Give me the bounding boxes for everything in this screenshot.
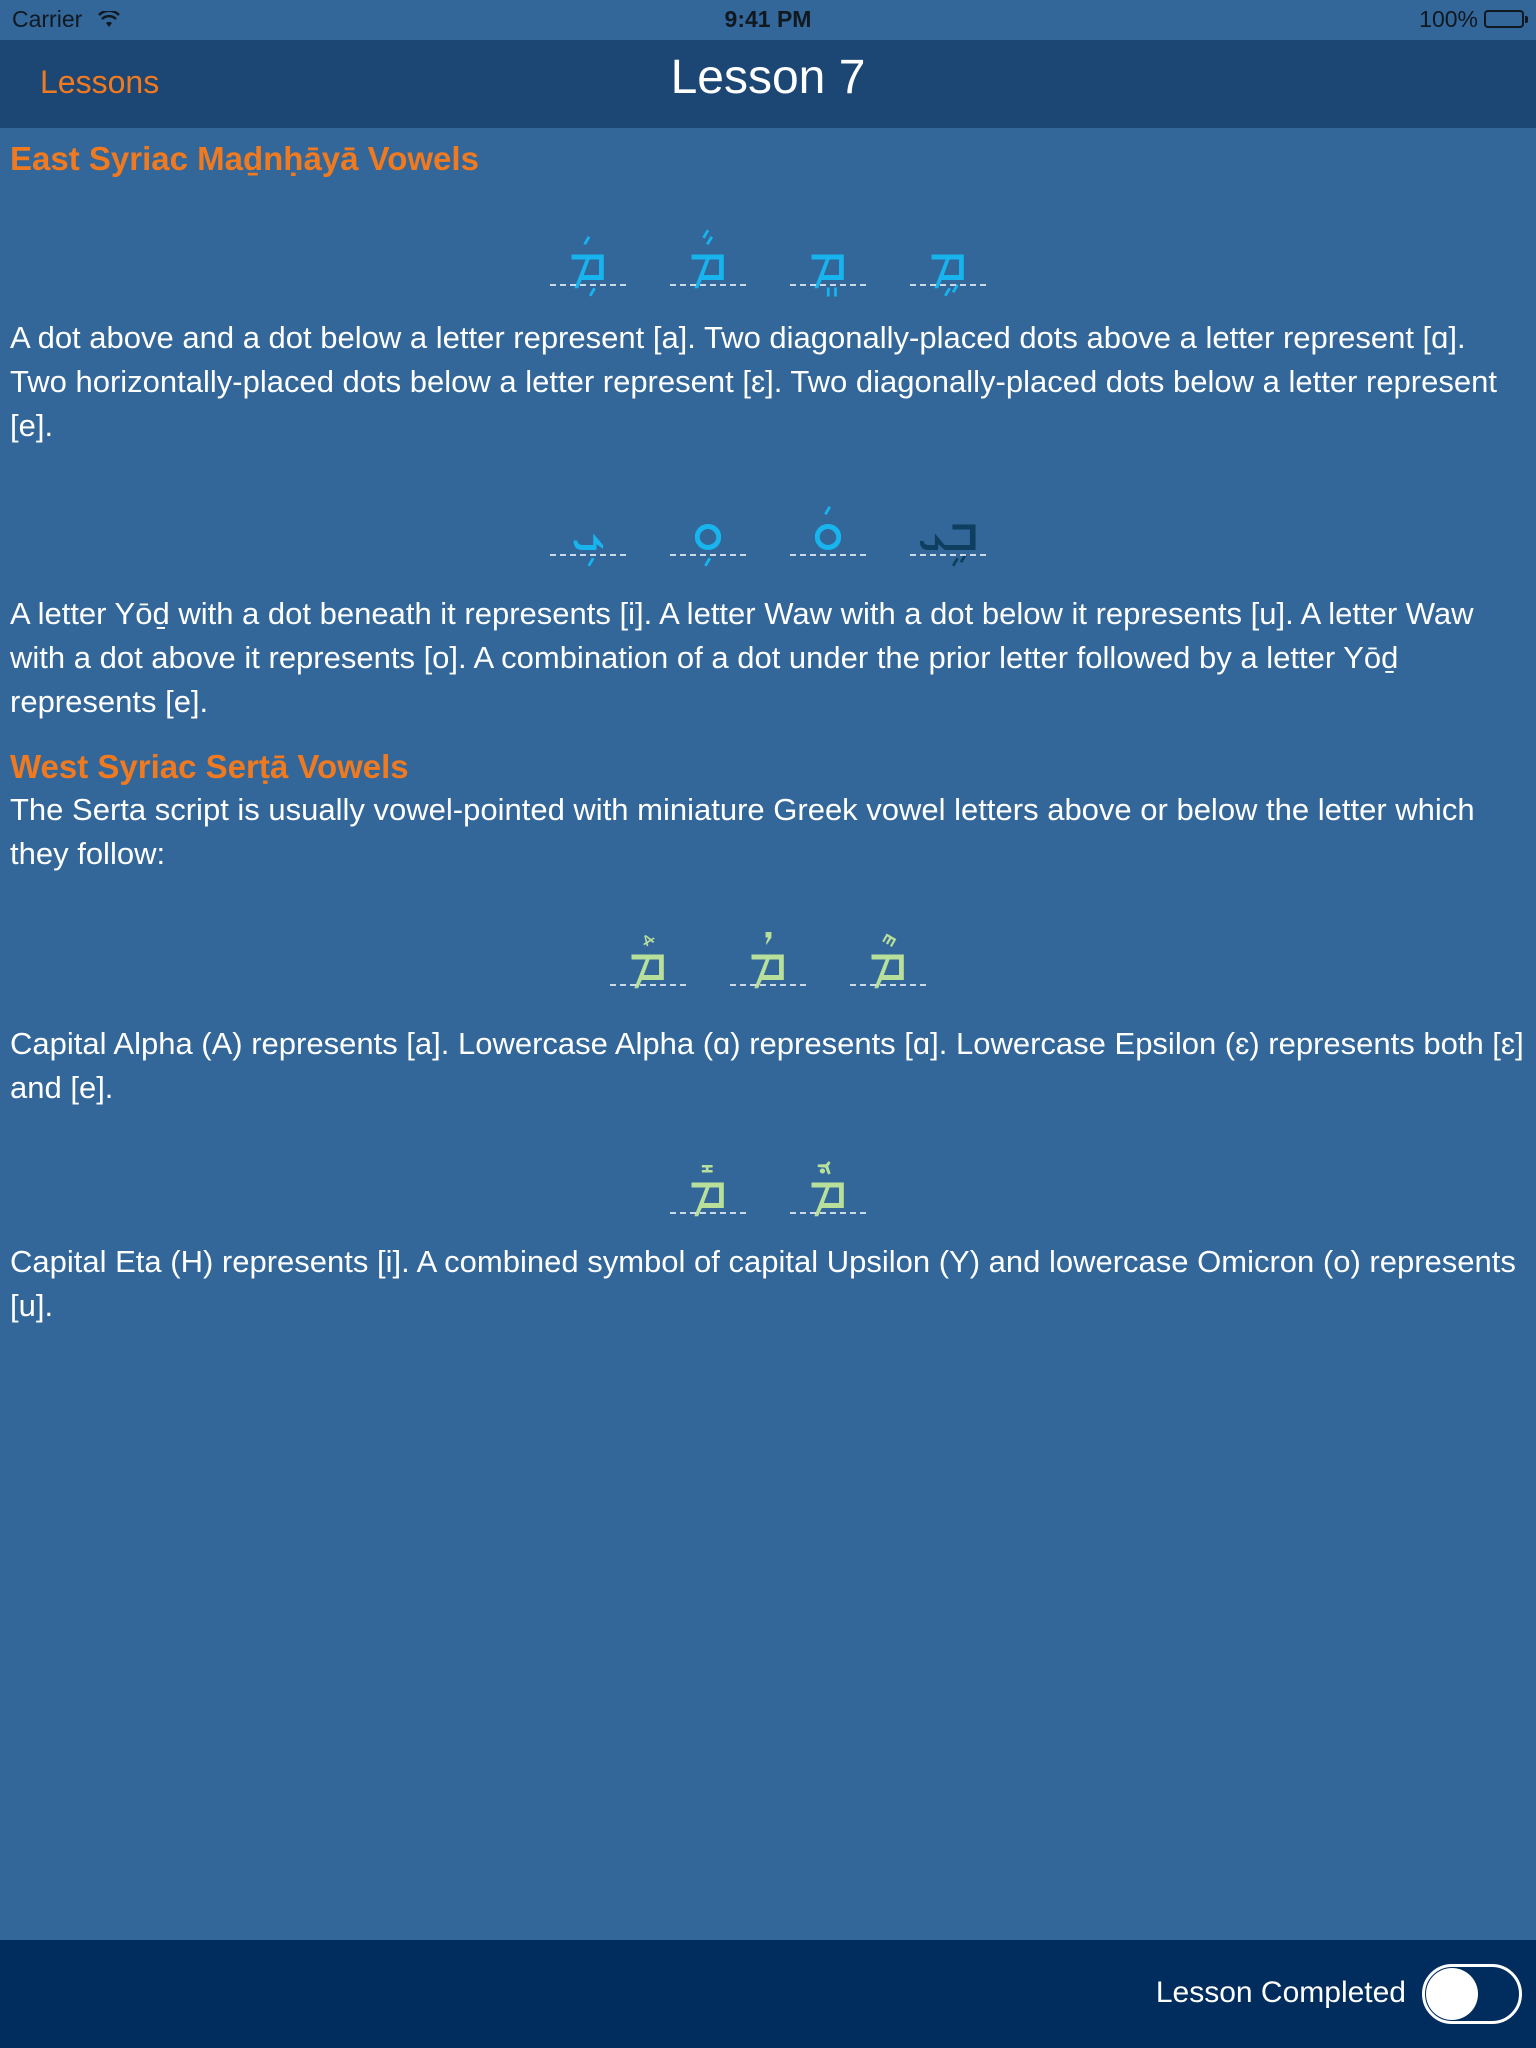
east-syriac-heading: East Syriac Maḏnḥāyā Vowels [10, 140, 479, 177]
vowel-glyph: ܡܵ [670, 220, 746, 300]
vowel-glyph: ܡܰ [610, 920, 686, 1000]
vowel-glyph: ܡܽ [790, 1148, 866, 1228]
carrier-label: Carrier [12, 6, 83, 32]
toggle-knob [1426, 1968, 1478, 2020]
bottom-toolbar [0, 1940, 1536, 2048]
west-paragraph-1: The Serta script is usually vowel-pointed with miniature Greek vowel letters above or below the letter which they follow: [10, 792, 1475, 871]
lesson-completed-toggle[interactable] [1422, 1964, 1522, 2024]
vowel-glyph: ܡܲ [550, 220, 626, 300]
west-paragraph-3: Capital Eta (H) represents [i]. A combined symbol of capital Upsilon (Y) and lowercase Omicron (o) represents [u]. [10, 1244, 1516, 1323]
vowel-glyph: ܡܶ [850, 920, 926, 1000]
west-vowel-row-1 [0, 920, 1536, 1000]
status-time: 9:41 PM [724, 6, 812, 32]
lesson-completed-label: Lesson Completed [1155, 1976, 1406, 2009]
vowel-glyph: ܒܹܝ [910, 490, 986, 570]
page-title: Lesson 7 [670, 51, 866, 104]
west-paragraph-2: Capital Alpha (A) represents [a]. Lowercase Alpha (ɑ) represents [ɑ]. Lowercase Epsilon (ɛ) represents both [ɛ] and [e]. [10, 1026, 1524, 1105]
navigation-bar [0, 40, 1536, 128]
west-vowel-row-2 [0, 1148, 1536, 1228]
vowel-glyph: ܡܺ [670, 1148, 746, 1228]
vowel-glyph: ܡܳ [730, 920, 806, 1000]
vowel-glyph: ܘܿ [790, 490, 866, 570]
battery-percent: 100% [1419, 6, 1478, 32]
east-paragraph-1: A dot above and a dot below a letter represent [a]. Two diagonally-placed dots above a letter represent [ɑ]. Two horizontally-placed dots below a letter represent [ɛ]. Two diagonally-placed dots below a letter represent [e]. [10, 320, 1497, 443]
vowel-glyph: ܡܹ [910, 220, 986, 300]
east-vowel-row-1 [0, 220, 1536, 300]
vowel-glyph: ܡܸ [790, 220, 866, 300]
vowel-glyph: ܘܼ [670, 490, 746, 570]
east-vowel-row-2 [0, 490, 1536, 570]
battery-icon [1484, 10, 1524, 28]
vowel-glyph: ܝܼ [550, 490, 626, 570]
status-bar [0, 0, 1536, 40]
west-syriac-heading: West Syriac Serṭā Vowels [10, 748, 409, 785]
lessons-back-button[interactable]: Lessons [40, 64, 160, 100]
east-paragraph-2: A letter Yōḏ with a dot beneath it represents [i]. A letter Waw with a dot below it represents [u]. A letter Waw with a dot above it represents [o]. A combination of a dot under the prior letter followed by a letter Yōḏ represents [e]. [10, 596, 1474, 719]
